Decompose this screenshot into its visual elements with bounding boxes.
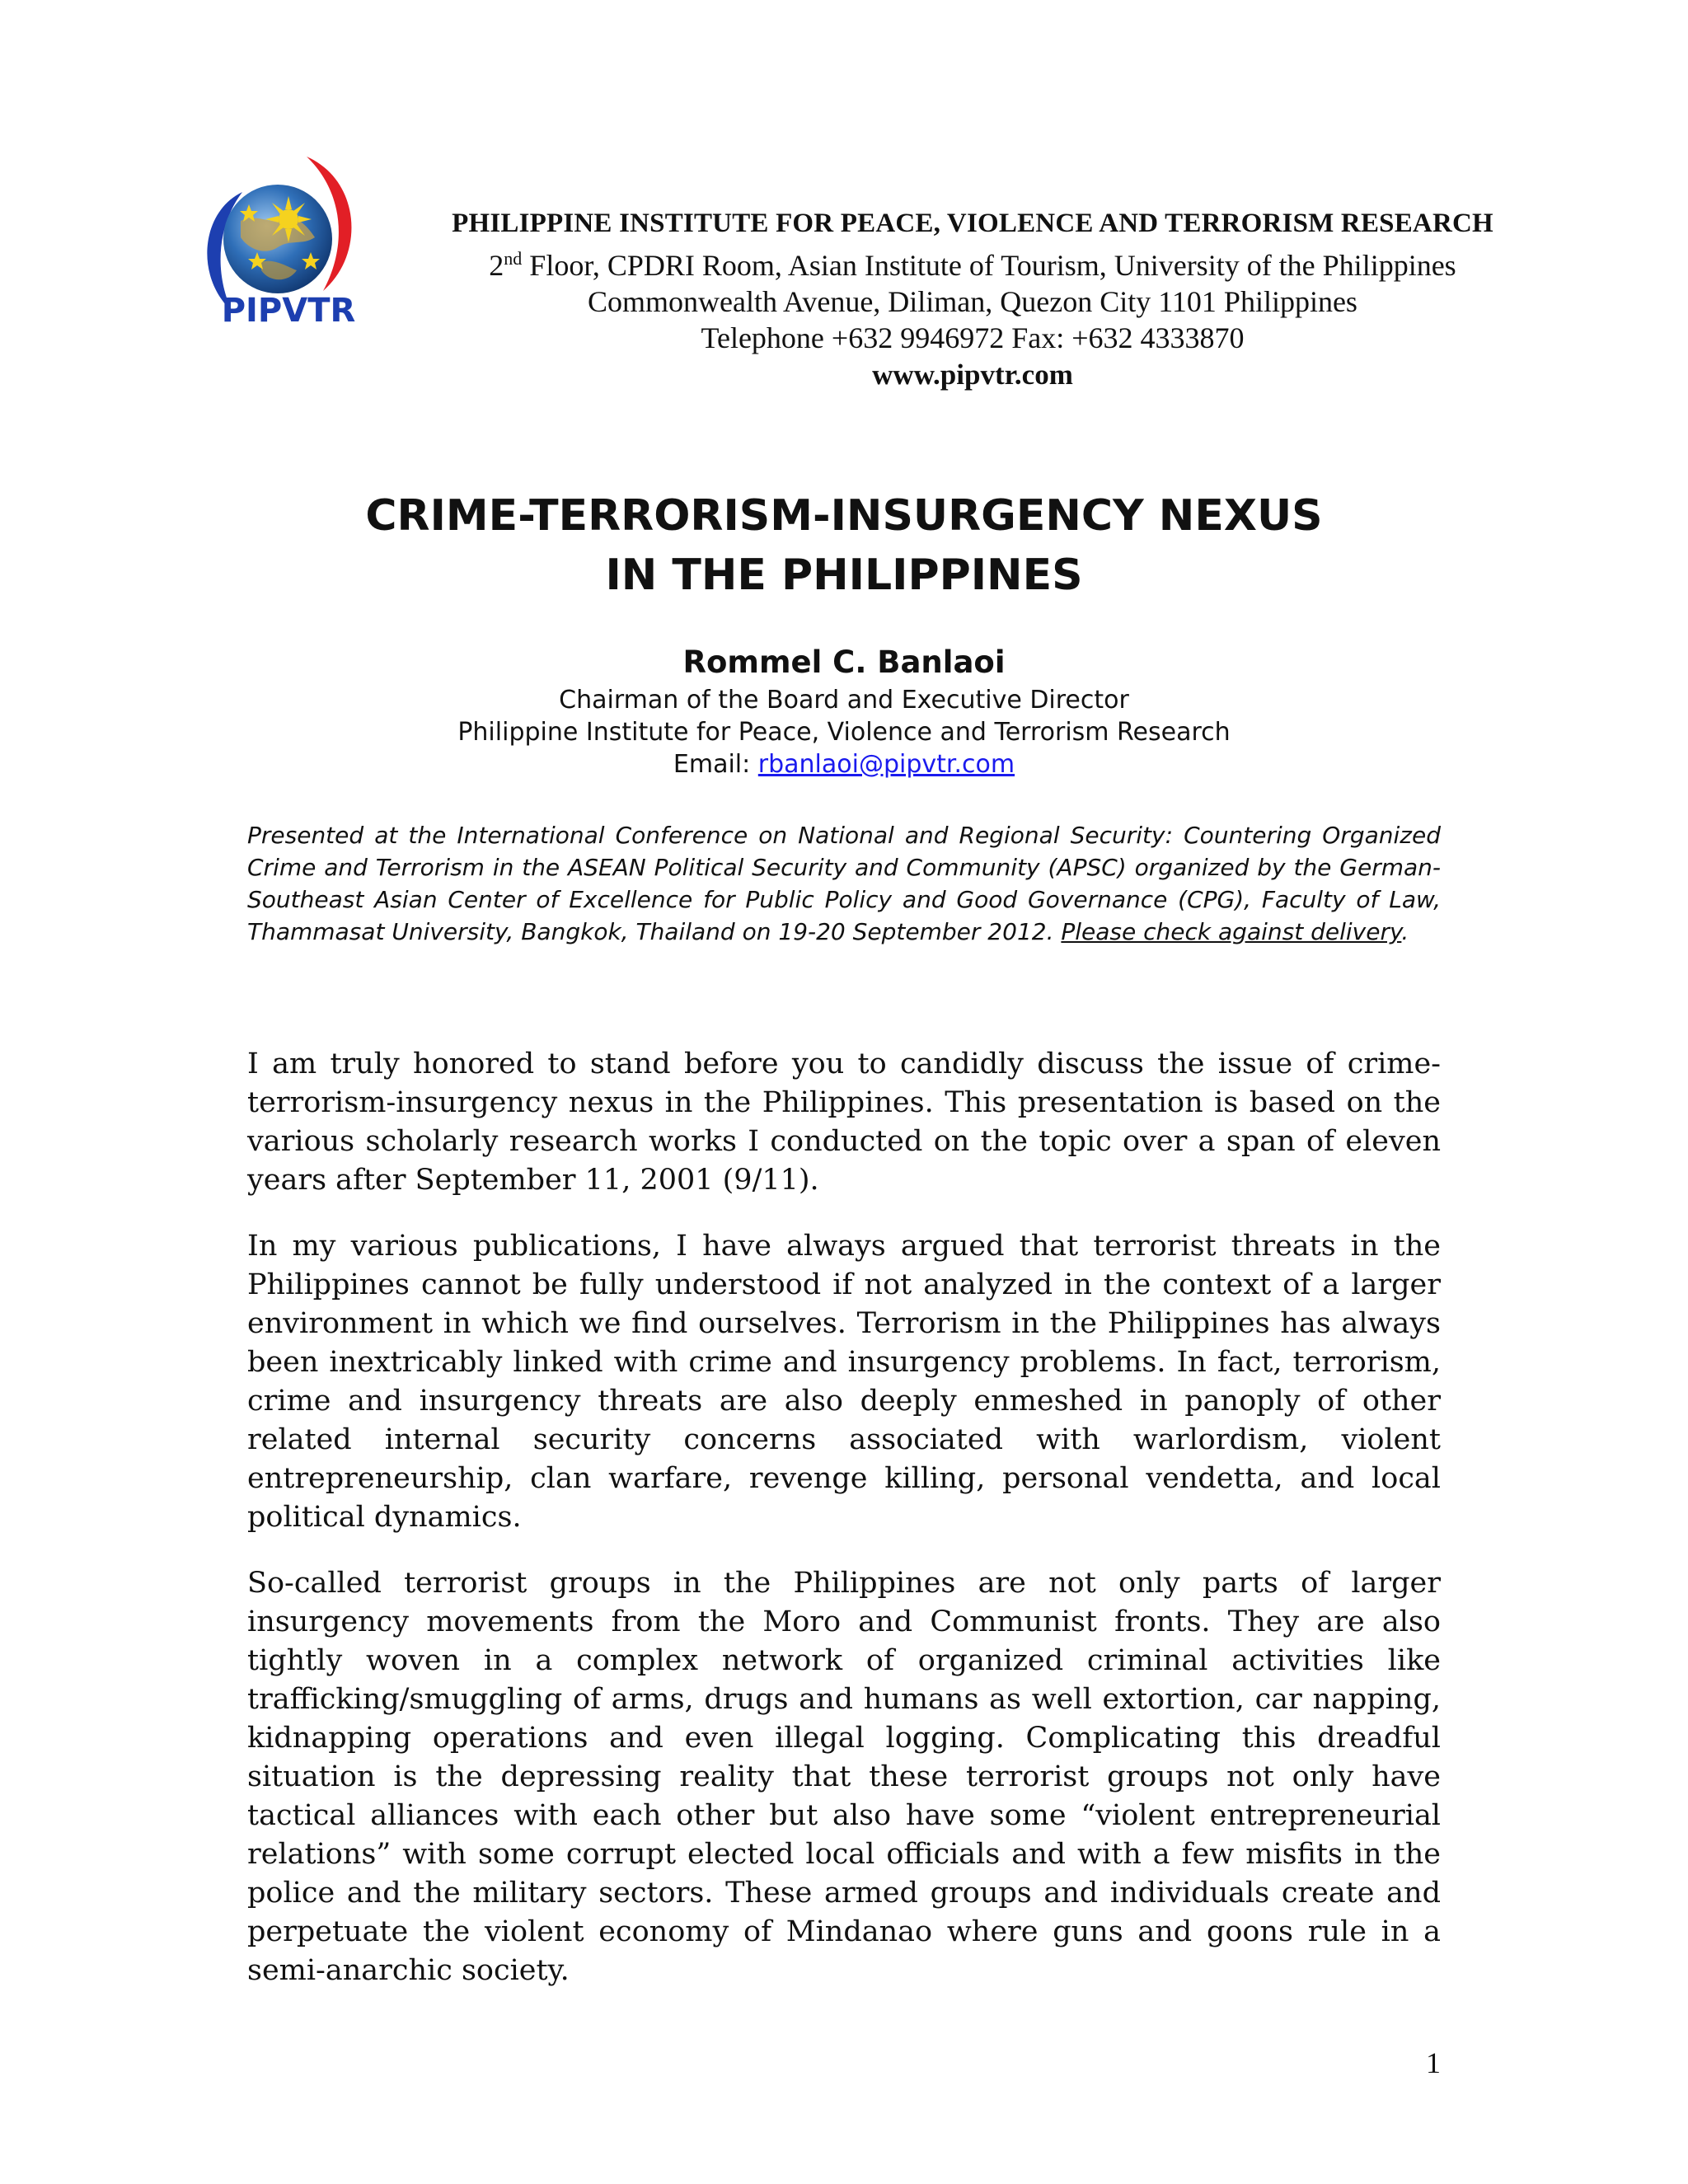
title-line-2: IN THE PHILIPPINES bbox=[605, 551, 1083, 600]
presentation-note bbox=[247, 819, 1441, 948]
author-name: Rommel C. Banlaoi bbox=[682, 644, 1006, 680]
note-underlined: Please check against delivery bbox=[1061, 918, 1402, 945]
note-end: . bbox=[1401, 918, 1409, 945]
letterhead bbox=[387, 206, 1558, 394]
author-email-line bbox=[247, 748, 1441, 780]
pipvtr-logo bbox=[191, 147, 364, 328]
address-line-1 bbox=[387, 241, 1558, 284]
email-link[interactable]: rbanlaoi@pipvtr.com bbox=[757, 750, 1015, 779]
body-text bbox=[247, 1045, 1441, 2018]
page-number: 1 bbox=[1426, 2046, 1441, 2079]
logo-text: PIPVTR bbox=[221, 292, 356, 328]
institute-name: PHILIPPINE INSTITUTE FOR PEACE, VIOLENCE AND TERRORISM RESEARCH bbox=[452, 209, 1493, 238]
address-line-1-text: Floor, CPDRI Room, Asian Institute of Tourism, University of the Philippines bbox=[522, 249, 1456, 282]
address-line-2: Commonwealth Avenue, Diliman, Quezon City 1101 Philippines bbox=[588, 285, 1357, 318]
author-position: Chairman of the Board and Executive Director bbox=[559, 686, 1129, 715]
author-organization: Philippine Institute for Peace, Violence and Terrorism Research bbox=[457, 718, 1231, 747]
floor-number: 2 bbox=[489, 249, 504, 282]
floor-suffix: nd bbox=[504, 248, 523, 269]
author-block bbox=[247, 641, 1441, 780]
note-text: Presented at the International Conference on National and Regional Security: Countering Organized Crime and Terrorism in the ASEAN Political Security and Community (APSC) organized by the German-Southeast Asian Center of Excellence for Public Policy and Good Governance (CPG), Faculty of Law, Thammasat University, Bangkok, Thailand on 19-20 September 2012. bbox=[247, 822, 1441, 945]
document-title bbox=[247, 486, 1441, 605]
paragraph-1: I am truly honored to stand before you to candidly discuss the issue of crime-terrorism-insurgency nexus in the Philippines. This presentation is based on the various scholarly research works I conducted on the topic over a span of eleven years after September 11, 2001 (9/11). bbox=[247, 1047, 1441, 1197]
paragraph-2: In my various publications, I have always argued that terrorist threats in the Philippines cannot be fully understood if not analyzed in the context of a larger environment in which we find ourselves. Terrorism in the Philippines has always been inextricably linked with crime and insurgency problems. In fact, terrorism, crime and insurgency threats are also deeply enmeshed in panoply of other related internal security concerns associated with warlordism, violent entrepreneurship, clan warfare, revenge killing, personal vendetta, and local political dynamics. bbox=[247, 1230, 1441, 1534]
website: www.pipvtr.com bbox=[872, 359, 1073, 391]
phone-fax-line: Telephone +632 9946972 Fax: +632 4333870 bbox=[701, 321, 1245, 354]
email-label: Email: bbox=[673, 750, 758, 779]
paragraph-3: So-called terrorist groups in the Philippines are not only parts of larger insurgency movements from the Moro and Communist fronts. They are also tightly woven in a complex network of organized criminal activities like trafficking/smuggling of arms, drugs and humans as well extortion, car napping, kidnapping operations and even illegal logging. Complicating this dreadful situation is the depressing reality that these terrorist groups not only have tactical alliances with each other but also have some “violent entrepreneurial relations” with some corrupt elected local officials and with a few misfits in the police and the military sectors. These armed groups and individuals create and perpetuate the violent economy of Mindanao where guns and goons rule in a semi-anarchic society. bbox=[247, 1567, 1441, 1987]
title-line-1: CRIME-TERRORISM-INSURGENCY NEXUS bbox=[365, 491, 1323, 541]
